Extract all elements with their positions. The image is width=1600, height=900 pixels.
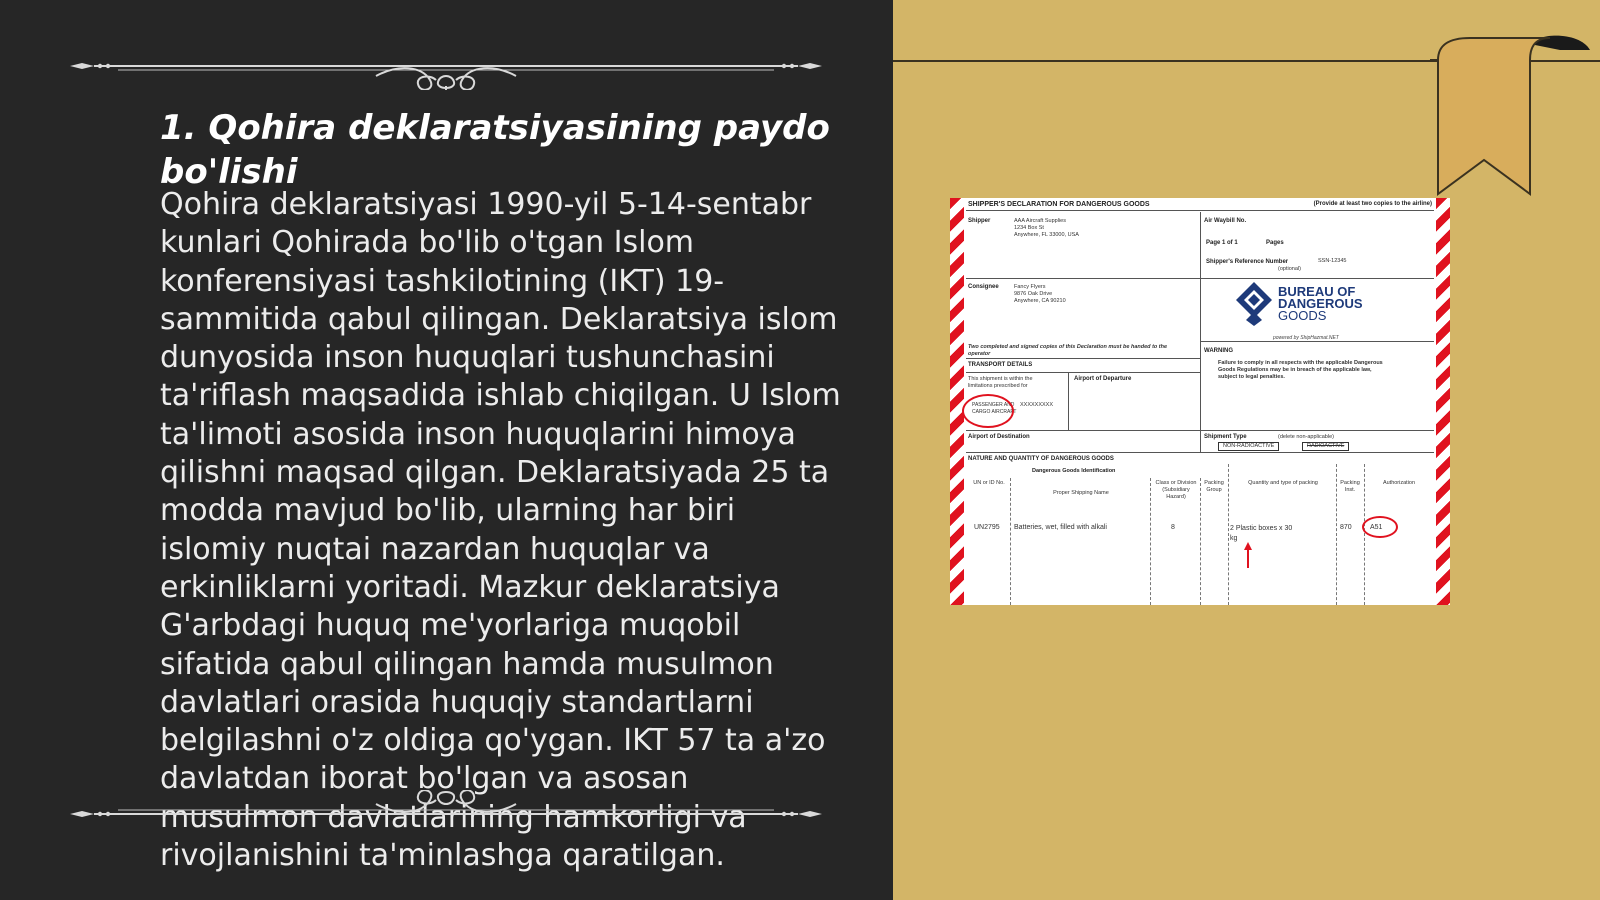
doc-col-class: Class or Division (Subsidiary Hazard)	[1155, 480, 1197, 500]
doc-hline	[966, 372, 1200, 373]
doc-col-name: Proper Shipping Name	[1053, 490, 1109, 496]
slide-body-text: Qohira deklaratsiyasi 1990-yil 5-14-sentabr kunlari Qohirada bo'lib o'tgan Islom konferensiyasi tashkilotining (IKT) 19-sammitida qabul qilingan. Deklaratsiya islom dunyosida inson huquqlari tushunchasini ta'riflash maqsadida ishlab chiqilgan. U Islom ta'limoti asosida inson huquqlarini himoya qilishni maqsad qilgan. Deklaratsiyada 25 ta modda mavjud bo'lib, ularning har biri islomiy nuqtai nazardan huquqlar va erkinliklarni yoritadi. Mazkur deklaratsiya G'arbdagi huquq me'yorlariga muqobil sifatida qabul qilingan hamda musulmon davlatlari orasida huquqiy standartlarni belgilashni o'z oldiga qo'ygan. IKT 57 ta a'zo davlatdan iborat bo'lgan va asosan musulmon davlatlarining hamkorligi va rivojlanishini ta'minlashga qaratilgan.	[160, 187, 841, 874]
doc-row-pi: 870	[1340, 524, 1352, 531]
doc-dashed-vline	[1010, 478, 1011, 605]
doc-copies-note: Two completed and signed copies of this Declaration must be handed to the operator	[968, 344, 1168, 357]
doc-header-note: (Provide at least two copies to the airline)	[1313, 201, 1432, 207]
doc-dashed-vline	[1150, 478, 1151, 605]
bottom-ornament	[68, 790, 824, 830]
doc-xx-value: XXXXXXXXX	[1020, 402, 1054, 408]
doc-ref-value: SSN-12345	[1318, 258, 1347, 264]
bookmark-ribbon-icon	[1430, 30, 1600, 200]
doc-warning-text: Failure to comply in all respects with the applicable Dangerous Goods Regulations may be in breach of the applicable law, subject to legal penalties.	[1218, 360, 1383, 380]
doc-warning-label: WARNING	[1204, 348, 1233, 354]
doc-hline	[966, 452, 1434, 453]
hazard-stripe-left	[950, 198, 964, 605]
doc-col-qty: Quantity and type of packing	[1248, 480, 1318, 486]
doc-dashed-vline	[1228, 464, 1229, 605]
doc-header-title: SHIPPER'S DECLARATION FOR DANGEROUS GOODS	[968, 201, 1150, 208]
doc-transport-note: This shipment is within the limitations prescribed for	[968, 376, 1033, 389]
doc-col-pi: Packing Inst.	[1340, 480, 1360, 493]
doc-non-radioactive: NON-RADIOACTIVE	[1218, 442, 1279, 451]
doc-shipper-line: AAA Aircraft Supplies	[1014, 218, 1066, 224]
doc-ref-label: Shipper's Reference Number	[1206, 259, 1289, 265]
doc-optional-label: (optional)	[1278, 266, 1301, 272]
doc-consignee-address	[1014, 284, 1066, 305]
doc-row-name: Batteries, wet, filled with alkali	[1014, 524, 1107, 531]
doc-row-class: 8	[1171, 524, 1175, 531]
red-arrow-icon	[1244, 542, 1252, 568]
doc-hline	[1200, 341, 1434, 342]
doc-identification-label: Dangerous Goods Identification	[1032, 468, 1116, 474]
doc-consignee-label: Consignee	[968, 284, 999, 290]
doc-dashed-vline	[1200, 478, 1201, 605]
doc-shipper-label: Shipper	[968, 218, 991, 224]
doc-col-auth: Authorization	[1382, 480, 1416, 486]
brand-line: GOODS	[1278, 308, 1327, 323]
doc-vline	[1068, 372, 1069, 430]
doc-transport-label: TRANSPORT DETAILS	[968, 362, 1033, 368]
doc-col-un: UN or ID No.	[973, 480, 1005, 486]
diamond-logo-icon	[1236, 282, 1272, 326]
doc-row-qty: 2 Plastic boxes x 30 kg	[1230, 525, 1293, 542]
doc-vline	[1200, 212, 1201, 452]
dangerous-goods-declaration-image	[950, 198, 1450, 605]
doc-aircraft-label: PASSENGER AND CARGO AIRCRAFT	[972, 402, 1017, 415]
doc-departure-label: Airport of Departure	[1074, 376, 1132, 382]
doc-row-auth: A51	[1370, 524, 1383, 531]
doc-hline	[966, 358, 1200, 359]
brand-line: BUREAU OF	[1278, 284, 1356, 299]
doc-shipper-line: 1234 Box St	[1014, 225, 1044, 231]
doc-shipper-line: Anywhere, FL 33000, USA	[1014, 232, 1079, 238]
doc-shipment-type-note: (delete non-applicable)	[1278, 434, 1334, 440]
doc-page-label: Page 1 of 1	[1206, 240, 1238, 246]
doc-shipper-address	[1014, 218, 1079, 239]
doc-consignee-line: Fancy Flyers	[1014, 284, 1046, 290]
red-circle-annotation	[962, 394, 1014, 428]
doc-destination-label: Airport of Destination	[968, 434, 1030, 440]
hazard-stripe-right	[1436, 198, 1450, 605]
brand-line: DANGEROUS	[1278, 296, 1363, 311]
doc-header	[966, 198, 1434, 211]
slide-title: 1. Qohira deklaratsiyasining paydo bo'lishi	[160, 108, 830, 192]
doc-nature-label: NATURE AND QUANTITY OF DANGEROUS GOODS	[968, 456, 1114, 462]
doc-dashed-vline	[1364, 464, 1365, 605]
bureau-dangerous-goods-logo	[1236, 282, 1363, 326]
brand-subtitle: powered by ShipHazmat.NET	[1273, 335, 1339, 341]
doc-pages-label: Pages	[1266, 240, 1284, 246]
doc-shipment-type-label: Shipment Type	[1204, 434, 1247, 440]
red-circle-annotation	[1362, 516, 1398, 538]
doc-col-pg: Packing Group	[1204, 480, 1224, 493]
doc-consignee-line: 9876 Oak Drive	[1014, 291, 1053, 297]
doc-air-waybill-label: Air Waybill No.	[1204, 218, 1247, 224]
top-ornament	[68, 50, 824, 90]
doc-radioactive: RADIOACTIVE	[1302, 442, 1349, 451]
doc-hline	[966, 278, 1434, 279]
doc-row-un: UN2795	[974, 524, 1000, 531]
doc-consignee-line: Anywhere, CA 90210	[1014, 298, 1066, 304]
doc-dashed-vline	[1336, 464, 1337, 605]
doc-hline	[966, 430, 1434, 431]
